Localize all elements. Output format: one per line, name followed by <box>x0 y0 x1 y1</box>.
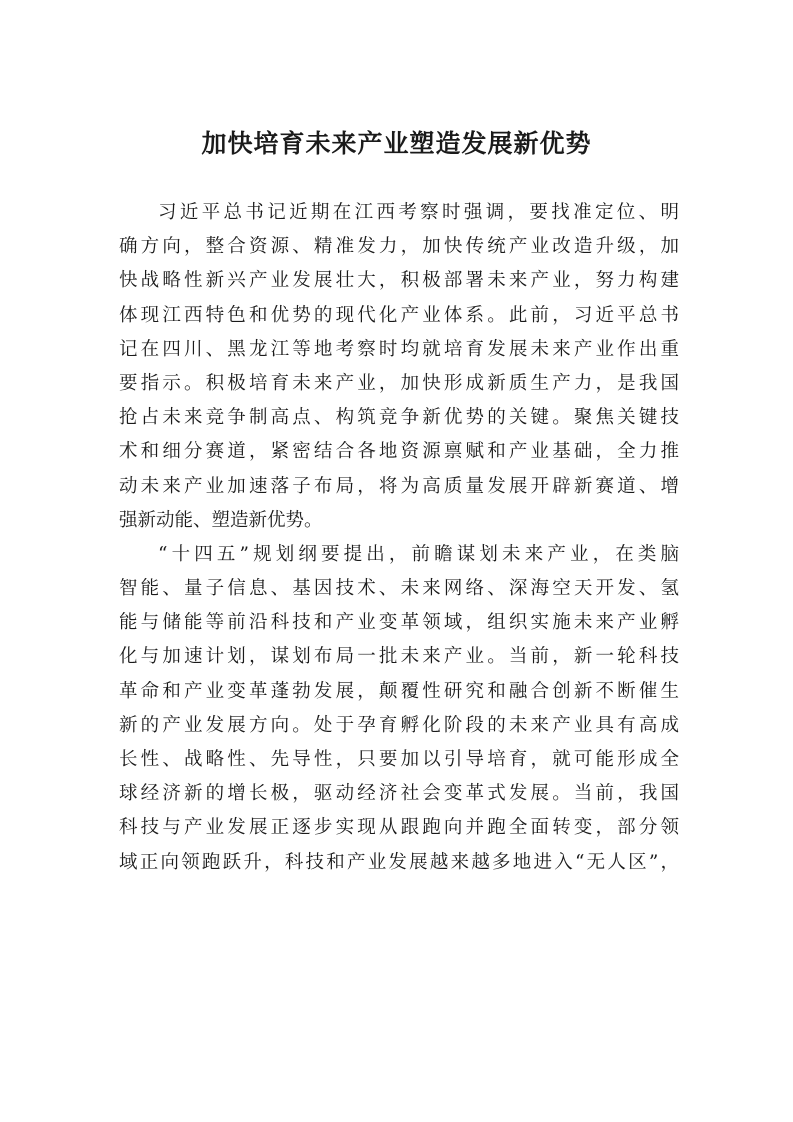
paragraph-line: “十四五”规划纲要提出，前瞻谋划未来产业，在类脑 <box>158 543 679 565</box>
paragraph-line: 化与加速计划，谋划布局一批未来产业。当前，新一轮科技 <box>119 646 679 668</box>
paragraph-line: 科技与产业发展正逐步实现从跟跑向并跑全面转变，部分领 <box>119 817 679 839</box>
paragraph-1 <box>119 196 679 538</box>
paragraph-line: 要指示。积极培育未来产业，加快形成新质生产力，是我国 <box>119 372 679 394</box>
paragraph-line: 确方向，整合资源、精准发力，加快传统产业改造升级，加 <box>119 236 679 258</box>
paragraph-line: 能与储能等前沿科技和产业变革领域，组织实施未来产业孵 <box>119 612 679 634</box>
paragraph-line: 长性、战略性、先导性，只要加以引导培育，就可能形成全 <box>119 749 679 770</box>
paragraph-line: 球经济新的增长极，驱动经济社会变革式发展。当前，我国 <box>119 783 679 805</box>
paragraph-line: 记在四川、黑龙江等地考察时均就培育发展未来产业作出重 <box>119 338 679 360</box>
paragraph-line: 强新动能、塑造新优势。 <box>119 509 323 531</box>
paragraph-line: 动未来产业加速落子布局，将为高质量发展开辟新赛道、增 <box>119 475 679 497</box>
document-body <box>119 196 679 880</box>
paragraph-line: 革命和产业变革蓬勃发展，颠覆性研究和融合创新不断催生 <box>119 680 679 702</box>
paragraph-line: 习近平总书记近期在江西考察时强调，要找准定位、明 <box>158 202 679 223</box>
paragraph-line: 智能、量子信息、基因技术、未来网络、深海空天开发、氢 <box>119 578 679 600</box>
paragraph-line: 术和细分赛道，紧密结合各地资源禀赋和产业基础，全力推 <box>119 441 679 463</box>
paragraph-line: 体现江西特色和优势的现代化产业体系。此前，习近平总书 <box>119 304 679 326</box>
paragraph-line: 新的产业发展方向。处于孕育孵化阶段的未来产业具有高成 <box>119 714 679 736</box>
paragraph-line: 抢占未来竞争制高点、构筑竞争新优势的关键。聚焦关键技 <box>119 407 679 429</box>
paragraph-2 <box>119 538 679 880</box>
document-title: 加快培育未来产业塑造发展新优势 <box>201 129 592 158</box>
paragraph-line: 域正向领跑跃升，科技和产业发展越来越多地进入“无人区”， <box>119 851 679 873</box>
paragraph-line: 快战略性新兴产业发展壮大，积极部署未来产业，努力构建 <box>119 270 679 292</box>
